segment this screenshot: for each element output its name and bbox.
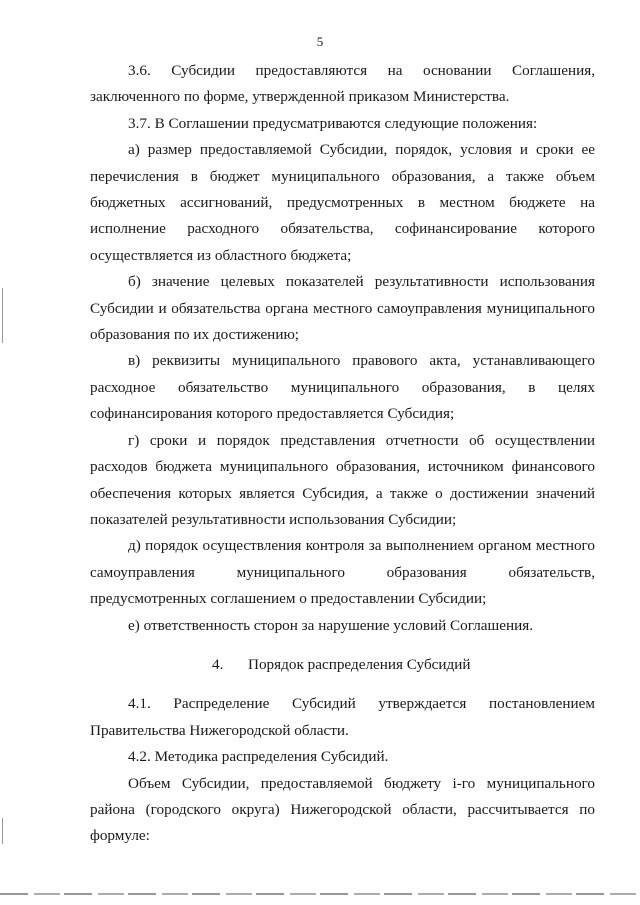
paragraph-4-2: 4.2. Методика распределения Субсидий.: [128, 748, 389, 766]
paragraph-3-7: 3.7. В Соглашении предусматриваются следующие положения:: [128, 114, 538, 132]
scan-bottom-edge: [0, 893, 640, 895]
document-body: [90, 58, 595, 850]
section-number: 4.: [212, 655, 224, 673]
paragraph-3-6: 3.6. Субсидии предоставляются на основании Соглашения, заключенного по форме, утвержденной приказом Министерства.: [90, 62, 595, 106]
scan-edge-mark-top: [2, 288, 3, 343]
list-item-v: в) реквизиты муниципального правового акта, устанавливающего расходное обязательство муниципального образования, в целях софинансирования которого предоставляется Субсидия;: [90, 352, 595, 423]
section-heading: [90, 652, 595, 678]
page-number: 5: [316, 34, 324, 49]
paragraph-4-1: 4.1. Распределение Субсидий утверждается постановлением Правительства Нижегородской области.: [90, 695, 595, 739]
list-item-g: г) сроки и порядок представления отчетности об осуществлении расходов бюджета муниципального образования, источником финансового обеспечения которых является Субсидия, а также о достижении значений показателей результативности использования Субсидии;: [90, 431, 595, 528]
paragraph-formula-intro: Объем Субсидии, предоставляемой бюджету i-го муниципального района (городского округа) Нижегородской области, рассчитывается по формуле:: [90, 774, 595, 845]
section-title: Порядок распределения Субсидий: [248, 655, 471, 673]
list-item-a: а) размер предоставляемой Субсидии, порядок, условия и сроки ее перечисления в бюджет муниципального образования, а также объем бюджетных ассигнований, предусмотренных в местном бюджете на исполнение расходного обязательства, софинансирование которого осуществляется из областного бюджета;: [90, 141, 595, 264]
list-item-d: д) порядок осуществления контроля за выполнением органом местного самоуправления муниципального образования обязательств, предусмотренных соглашением о предоставлении Субсидии;: [90, 537, 595, 608]
list-item-b: б) значение целевых показателей результативности использования Субсидии и обязательства органа местного самоуправления муниципального образования по их достижению;: [90, 273, 595, 344]
list-item-e: е) ответственность сторон за нарушение условий Соглашения.: [128, 616, 534, 634]
scan-edge-mark-bottom: [2, 818, 3, 844]
